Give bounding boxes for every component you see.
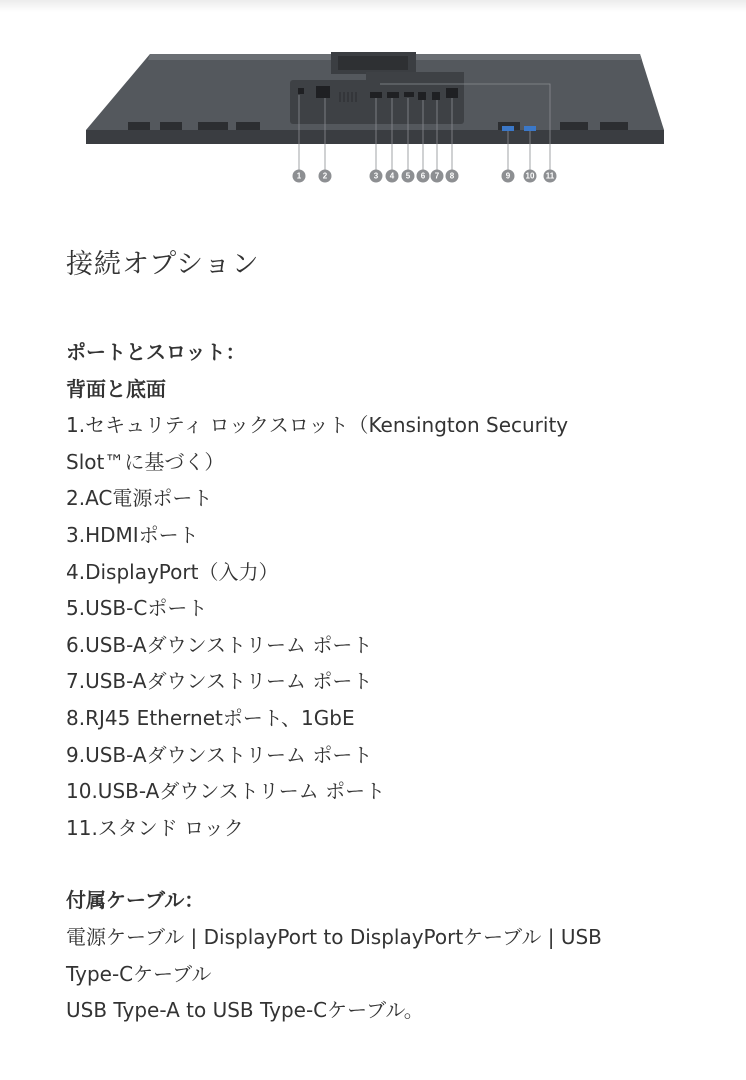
- svg-text:7: 7: [434, 171, 440, 181]
- spec-content: [66, 334, 706, 1029]
- callout-9: [502, 170, 515, 183]
- cables-heading: 付属ケーブル：: [66, 888, 205, 913]
- callout-1: [293, 170, 306, 183]
- usb-port-10-image: [524, 126, 536, 131]
- svg-text:11: 11: [545, 171, 555, 181]
- svg-text:2: 2: [322, 171, 328, 181]
- svg-text:1: 1: [296, 171, 302, 181]
- svg-text:4: 4: [389, 171, 395, 181]
- monitor-bottom-view-image: [0, 30, 746, 200]
- port-item: 10.USB-Aダウンストリーム ポート: [66, 779, 386, 804]
- monitor-bottom-edge: [86, 130, 664, 144]
- callout-4: [386, 170, 399, 183]
- svg-text:8: 8: [449, 171, 455, 181]
- port-item: 7.USB-Aダウンストリーム ポート: [66, 669, 373, 694]
- port-item: 9.USB-Aダウンストリーム ポート: [66, 742, 373, 767]
- port-item: 5.USB-Cポート: [66, 596, 208, 621]
- port-item: 11.スタンド ロック: [66, 815, 244, 840]
- cable-item: 電源ケーブル | DisplayPort to DisplayPortケーブル | USB: [66, 924, 602, 949]
- callout-10: [524, 170, 537, 183]
- svg-text:9: 9: [505, 171, 511, 181]
- port-item: 3.HDMIポート: [66, 522, 199, 547]
- cable-item: Type-Cケーブル: [66, 961, 212, 986]
- section-title: 接続オプション: [66, 249, 260, 280]
- callout-markers: [293, 170, 557, 183]
- svg-text:10: 10: [525, 171, 535, 181]
- port-item: 6.USB-Aダウンストリーム ポート: [66, 632, 373, 657]
- port-item: 1.セキュリティ ロックスロット（Kensington Security: [66, 413, 569, 438]
- top-edge-shadow: [0, 0, 746, 12]
- section-spacer: [66, 846, 706, 882]
- svg-text:6: 6: [420, 171, 426, 181]
- port-item: 8.RJ45 Ethernetポート、1GbE: [66, 705, 355, 730]
- callout-2: [319, 170, 332, 183]
- ports-heading: ポートとスロット：: [66, 340, 246, 364]
- port-item: Slot™に基づく）: [66, 449, 225, 474]
- svg-text:3: 3: [373, 171, 379, 181]
- callout-11: [544, 170, 557, 183]
- svg-text:5: 5: [405, 171, 411, 181]
- ports-subheading: 背面と底面: [66, 376, 166, 401]
- port-item: 4.DisplayPort（入力）: [66, 559, 279, 584]
- port-item: 2.AC電源ポート: [66, 486, 213, 511]
- callout-7: [431, 170, 444, 183]
- cable-item: USB Type-A to USB Type-Cケーブル。: [66, 998, 424, 1023]
- callout-5: [402, 170, 415, 183]
- usb-port-9-image: [502, 126, 514, 131]
- callout-6: [417, 170, 430, 183]
- callout-3: [370, 170, 383, 183]
- callout-8: [446, 170, 459, 183]
